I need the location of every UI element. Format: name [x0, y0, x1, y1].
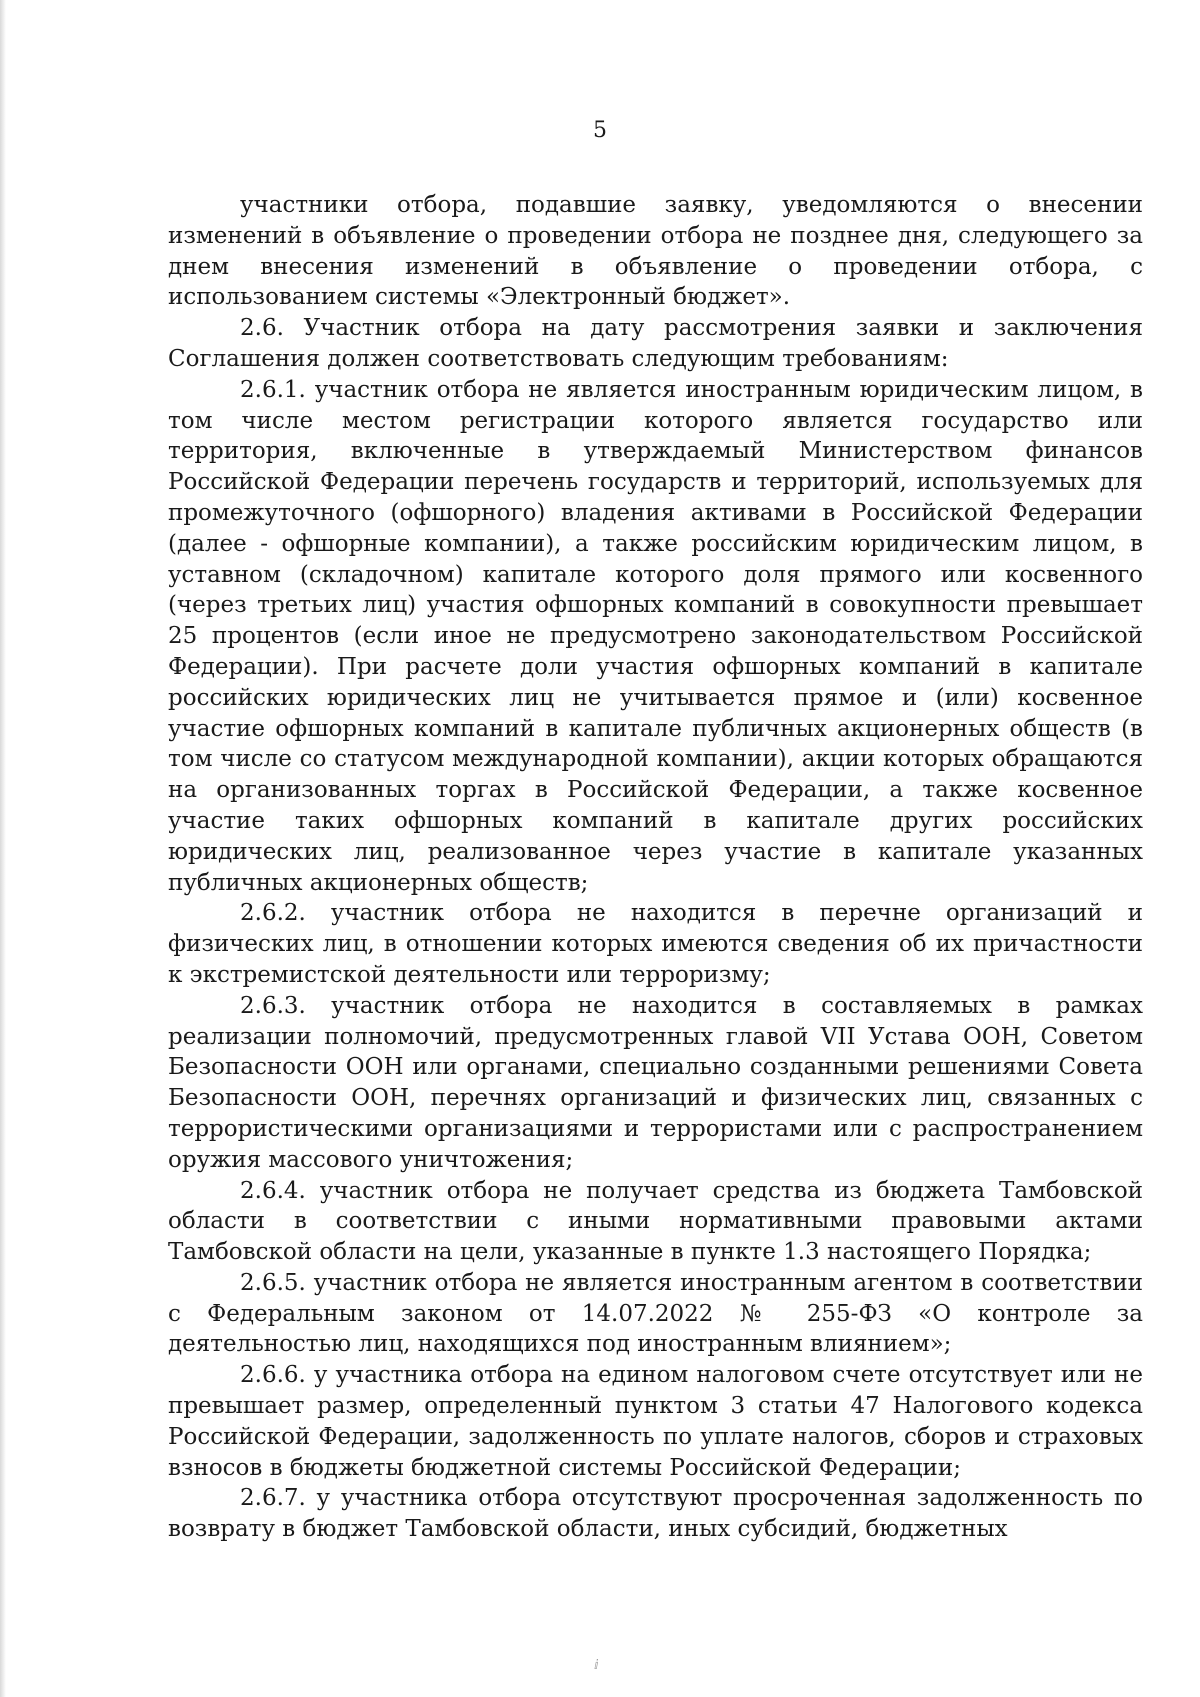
paragraph-2-6-6: 2.6.6. у участника отбора на едином налоговом счете отсутствует или не превышает размер, определенный пунктом 3 статьи 47 Налогового кодекса Российской Федерации, задолженность по уплате налогов, сборов и страховых взносов в бюджеты бюджетной системы Российской Федерации; — [168, 1362, 1143, 1481]
paragraph-2-6-1: 2.6.1. участник отбора не является иностранным юридическим лицом, в том числе местом регистрации которого является государство или территория, включенные в утверждаемый Министерством финансов Российской Федерации перечень государств и территорий, используемых для промежуточного (офшорного) владения активами в Российской Федерации (далее - офшорные компании), а также российским юридическим лицом, в уставном (складочном) капитале которого доля прямого или косвенного (через третьих лиц) участия офшорных компаний в совокупности превышает 25 процентов (если иное не предусмотрено законодательством Российской Федерации). При расчете доли участия офшорных компаний в капитале российских юридических лиц не учитывается прямое и (или) косвенное участие офшорных компаний в капитале публичных акционерных обществ (в том числе со статусом международной компании), акции которых обращаются на организованных торгах в Российской Федерации, а также косвенное участие таких офшорных компаний в капитале других российских юридических лиц, реализованное через участие в капитале указанных публичных акционерных обществ; — [168, 376, 1143, 896]
paragraph-continuation: участники отбора, подавшие заявку, уведомляются о внесении изменений в объявление о проведении отбора не позднее дня, следующего за днем внесения изменений в объявление о проведении отбора, с использованием системы «Электронный бюджет». — [168, 192, 1143, 311]
paragraph-2-6: 2.6. Участник отбора на дату рассмотрения заявки и заключения Соглашения должен соответствовать следующим требованиям: — [168, 315, 1143, 372]
paragraph-2-6-5: 2.6.5. участник отбора не является иностранным агентом в соответствии с Федеральным законом от 14.07.2022 № 255-ФЗ «О контроле за деятельностью лиц, находящихся под иностранным влиянием»; — [168, 1269, 1143, 1358]
paragraph-2-6-4: 2.6.4. участник отбора не получает средства из бюджета Тамбовской области в соответствии с иными нормативными правовыми актами Тамбовской области на цели, указанные в пункте 1.3 настоящего Порядка; — [168, 1177, 1143, 1266]
paragraph-2-6-3: 2.6.3. участник отбора не находится в составляемых в рамках реализации полномочий, предусмотренных главой VII Устава ООН, Советом Безопасности ООН или органами, специально созданными решениями Совета Безопасности ООН, перечнях организаций и физических лиц, связанных с террористическими организациями и террористами или с распространением оружия массового уничтожения; — [168, 992, 1143, 1173]
scan-edge — [0, 0, 6, 1697]
page-number: 5 — [593, 118, 607, 143]
paragraph-2-6-2: 2.6.2. участник отбора не находится в перечне организаций и физических лиц, в отношении которых имеются сведения об их причастности к экстремистской деятельности или терроризму; — [168, 900, 1143, 988]
document-body — [168, 190, 1143, 1545]
scan-mark: ⅈ — [594, 1658, 599, 1673]
paragraph-2-6-7: 2.6.7. у участника отбора отсутствуют просроченная задолженность по возврату в бюджет Тамбовской области, иных субсидий, бюджетных — [168, 1485, 1143, 1543]
